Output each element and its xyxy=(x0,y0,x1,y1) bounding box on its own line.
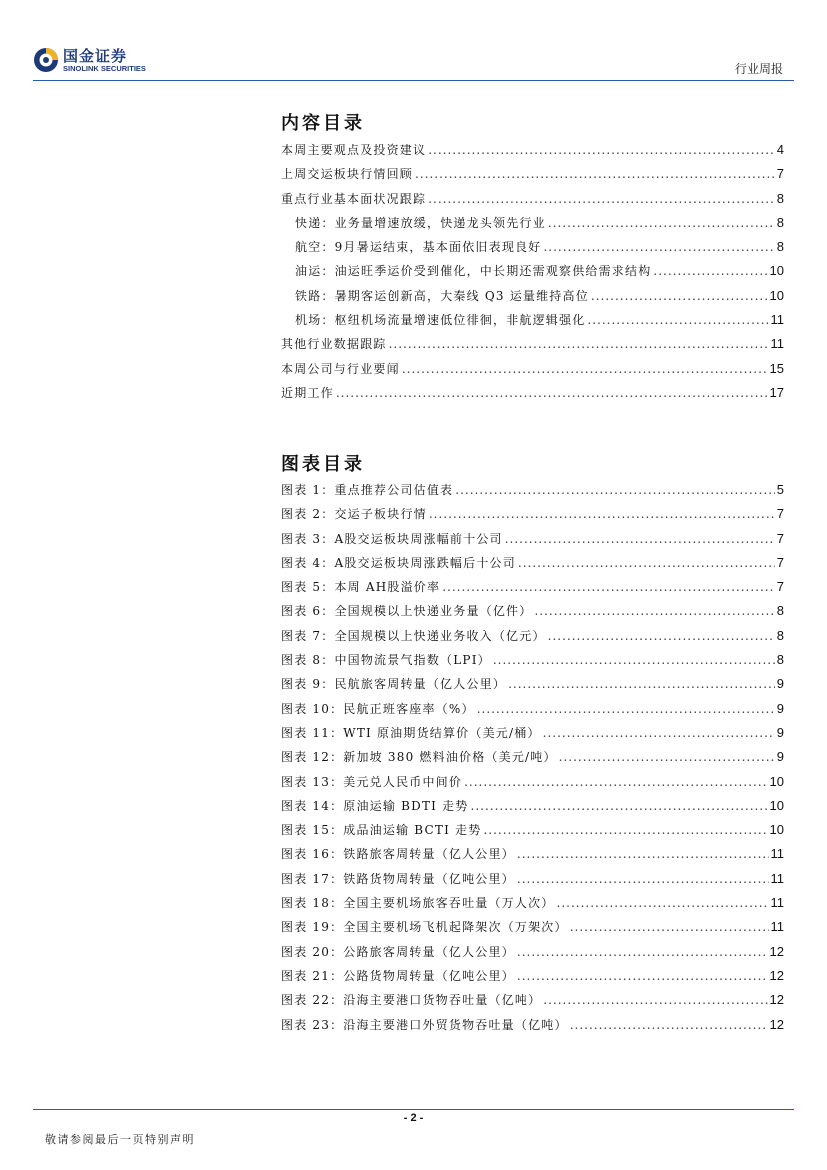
figure-entry-page: 11 xyxy=(770,846,784,862)
figure-entry-page: 7 xyxy=(776,554,784,570)
toc-entry-page: 8 xyxy=(776,214,784,230)
dot-leader xyxy=(464,775,767,789)
figure-entry-title: 图表 15：成品油运输 BCTI 走势 xyxy=(281,823,482,838)
dot-leader xyxy=(428,192,775,206)
toc-entry[interactable] xyxy=(281,311,784,335)
figure-entry-title: 图表 20：公路旅客周转量（亿人公里） xyxy=(281,944,515,959)
dot-leader xyxy=(428,143,775,157)
figure-entry-title: 图表 10：民航正班客座率（%） xyxy=(281,701,475,716)
figure-entry-page: 8 xyxy=(776,603,784,619)
dot-leader xyxy=(336,386,768,400)
dot-leader xyxy=(548,629,775,643)
dot-leader xyxy=(508,677,775,691)
figure-entry[interactable] xyxy=(281,918,784,942)
dot-leader xyxy=(570,1018,768,1032)
dot-leader xyxy=(505,532,775,546)
dot-leader xyxy=(442,580,775,594)
toc-entry-page: 11 xyxy=(770,312,784,328)
figure-entry-title: 图表 8：中国物流景气指数（LPI） xyxy=(281,653,491,668)
dot-leader xyxy=(493,653,775,667)
figure-entry-page: 12 xyxy=(769,943,784,959)
dot-leader xyxy=(543,240,774,254)
toc-entry-page: 10 xyxy=(769,263,784,279)
figure-entry-page: 7 xyxy=(776,530,784,546)
toc-entry-title: 快递：业务量增速放缓，快递龙头领先行业 xyxy=(295,215,546,230)
dot-leader xyxy=(591,289,768,303)
toc-entry[interactable] xyxy=(281,360,784,384)
figure-entry[interactable] xyxy=(281,943,784,967)
figure-entry-title: 图表 3：A股交运板块周涨幅前十公司 xyxy=(281,531,503,546)
figure-entry[interactable] xyxy=(281,845,784,869)
figure-entry[interactable] xyxy=(281,991,784,1015)
logo-chinese-name: 国金证券 xyxy=(63,46,128,65)
figure-entry-page: 9 xyxy=(776,749,784,765)
figure-entry[interactable] xyxy=(281,651,784,675)
figure-entry[interactable] xyxy=(281,530,784,554)
figure-entry-page: 10 xyxy=(769,797,784,813)
dot-leader xyxy=(415,167,775,181)
figure-entry[interactable] xyxy=(281,773,784,797)
toc-entry[interactable] xyxy=(281,287,784,311)
dot-leader xyxy=(587,313,768,327)
dot-leader xyxy=(559,750,775,764)
dot-leader xyxy=(534,604,774,618)
toc-entry[interactable] xyxy=(281,335,784,359)
dot-leader xyxy=(543,993,767,1007)
dot-leader xyxy=(471,799,768,813)
figure-entry-title: 图表 14：原油运输 BDTI 走势 xyxy=(281,798,469,813)
figure-entry-title: 图表 21：公路货物周转量（亿吨公里） xyxy=(281,968,515,983)
figure-entry[interactable] xyxy=(281,967,784,991)
figure-entry[interactable] xyxy=(281,481,784,505)
logo-english-name: SINOLINK SECURITIES xyxy=(63,63,146,73)
figure-entry[interactable] xyxy=(281,602,784,626)
figure-entry[interactable] xyxy=(281,505,784,529)
toc-entry-title: 油运：油运旺季运价受到催化，中长期还需观察供给需求结构 xyxy=(295,264,652,279)
figure-entry[interactable] xyxy=(281,675,784,699)
dot-leader xyxy=(517,945,768,959)
figure-entry-page: 12 xyxy=(769,967,784,983)
toc-entry-title: 上周交运板块行情回顾 xyxy=(281,167,414,182)
dot-leader xyxy=(518,556,775,570)
header-divider xyxy=(33,80,794,81)
page-header xyxy=(0,0,827,82)
figure-entry-title: 图表 4：A股交运板块周涨跌幅后十公司 xyxy=(281,555,516,570)
toc-entry-title: 重点行业基本面状况跟踪 xyxy=(281,191,427,206)
toc-entry-page: 7 xyxy=(776,166,784,182)
figure-entry-title: 图表 12：新加坡 380 燃料油价格（美元/吨） xyxy=(281,750,557,765)
figure-entry-title: 图表 13：美元兑人民币中间价 xyxy=(281,774,463,789)
figure-entry[interactable] xyxy=(281,1016,784,1040)
toc-entry[interactable] xyxy=(281,190,784,214)
figure-entry-page: 9 xyxy=(776,724,784,740)
toc-entry-title: 铁路：暑期客运创新高，大秦线 Q3 运量维持高位 xyxy=(295,288,589,303)
toc-entry-page: 4 xyxy=(776,142,784,157)
figure-entry-title: 图表 17：铁路货物周转量（亿吨公里） xyxy=(281,871,515,886)
figure-entry-title: 图表 9：民航旅客周转量（亿人公里） xyxy=(281,677,507,692)
disclaimer-note: 敬请参阅最后一页特别声明 xyxy=(45,1133,195,1146)
figure-entry-page: 9 xyxy=(776,700,784,716)
figure-entry-page: 10 xyxy=(769,822,784,838)
toc-entry-title: 近期工作 xyxy=(281,385,334,400)
figure-entry-title: 图表 19：全国主要机场飞机起降架次（万架次） xyxy=(281,920,568,935)
table-of-contents xyxy=(281,141,784,408)
toc-entry[interactable] xyxy=(281,262,784,286)
figure-entry-title: 图表 18：全国主要机场旅客吞吐量（万人次） xyxy=(281,896,555,911)
dot-leader xyxy=(455,483,775,497)
figure-entry[interactable] xyxy=(281,870,784,894)
toc-entry-page: 11 xyxy=(770,336,784,352)
toc-entry-title: 其他行业数据跟踪 xyxy=(281,337,387,352)
figure-entry-page: 12 xyxy=(769,1016,784,1032)
figure-entry-title: 图表 6：全国规模以上快递业务量（亿件） xyxy=(281,604,533,619)
dot-leader xyxy=(517,969,768,983)
figure-entry-title: 图表 11：WTI 原油期货结算价（美元/桶） xyxy=(281,725,541,740)
figure-entry-title: 图表 7：全国规模以上快递业务收入（亿元） xyxy=(281,628,546,643)
figure-entry-page: 10 xyxy=(769,773,784,789)
toc-entry[interactable] xyxy=(281,384,784,408)
figure-entry[interactable] xyxy=(281,627,784,651)
figure-entry[interactable] xyxy=(281,821,784,845)
document-type: 行业周报 xyxy=(734,62,783,76)
toc-entry-page: 15 xyxy=(769,360,784,376)
figure-entry[interactable] xyxy=(281,724,784,748)
page-number: - 2 - xyxy=(403,1112,424,1124)
dot-leader xyxy=(517,872,769,886)
dot-leader xyxy=(477,702,775,716)
dot-leader xyxy=(517,847,769,861)
toc-entry[interactable] xyxy=(281,214,784,238)
figure-entry-page: 8 xyxy=(776,652,784,668)
dot-leader xyxy=(389,337,769,351)
figure-entry-page: 7 xyxy=(776,579,784,595)
dot-leader xyxy=(429,507,775,521)
dot-leader xyxy=(557,896,769,910)
figure-entry[interactable] xyxy=(281,894,784,918)
toc-entry-title: 航空：9月暑运结束，基本面依旧表现良好 xyxy=(295,240,542,255)
figure-entry[interactable] xyxy=(281,700,784,724)
dot-leader xyxy=(653,264,767,278)
toc-entry[interactable] xyxy=(281,238,784,262)
figure-entry-page: 5 xyxy=(776,482,784,497)
figure-entry-page: 11 xyxy=(770,895,784,911)
figure-entry-title: 图表 1：重点推荐公司估值表 xyxy=(281,483,454,497)
toc-entry[interactable] xyxy=(281,141,784,165)
toc-entry-page: 8 xyxy=(776,239,784,255)
toc-title: 内容目录 xyxy=(281,113,365,134)
toc-entry-page: 17 xyxy=(769,384,784,400)
figure-entry-page: 9 xyxy=(776,676,784,692)
logo-icon xyxy=(33,47,59,73)
toc-entry-page: 8 xyxy=(776,190,784,206)
figure-entry-title: 图表 16：铁路旅客周转量（亿人公里） xyxy=(281,847,515,862)
list-of-figures xyxy=(281,481,784,1040)
toc-entry-page: 10 xyxy=(769,287,784,303)
figure-entry-page: 7 xyxy=(776,506,784,522)
footer-divider xyxy=(33,1109,794,1110)
figure-entry-title: 图表 22：沿海主要港口货物吞吐量（亿吨） xyxy=(281,993,542,1008)
figure-entry[interactable] xyxy=(281,797,784,821)
dot-leader xyxy=(548,216,775,230)
company-logo xyxy=(33,47,146,73)
figure-entry-page: 11 xyxy=(770,870,784,886)
figure-entry-page: 11 xyxy=(770,919,784,935)
figure-entry-page: 8 xyxy=(776,627,784,643)
figure-entry[interactable] xyxy=(281,554,784,578)
dot-leader xyxy=(543,726,775,740)
figure-entry-page: 12 xyxy=(769,992,784,1008)
figure-entry-title: 图表 23：沿海主要港口外贸货物吞吐量（亿吨） xyxy=(281,1017,568,1032)
figure-entry[interactable] xyxy=(281,748,784,772)
toc-entry-title: 本周公司与行业要闻 xyxy=(281,361,400,376)
dot-leader xyxy=(570,920,769,934)
figure-entry-title: 图表 5：本周 AH股溢价率 xyxy=(281,580,441,595)
figure-entry[interactable] xyxy=(281,578,784,602)
figure-entry-title: 图表 2：交运子板块行情 xyxy=(281,507,427,522)
figures-title: 图表目录 xyxy=(281,454,365,475)
dot-leader xyxy=(483,823,767,837)
toc-entry-title: 本周主要观点及投资建议 xyxy=(281,143,427,157)
toc-entry-title: 机场：枢纽机场流量增速低位徘徊，非航逻辑强化 xyxy=(295,313,586,328)
toc-entry[interactable] xyxy=(281,165,784,189)
dot-leader xyxy=(402,362,768,376)
